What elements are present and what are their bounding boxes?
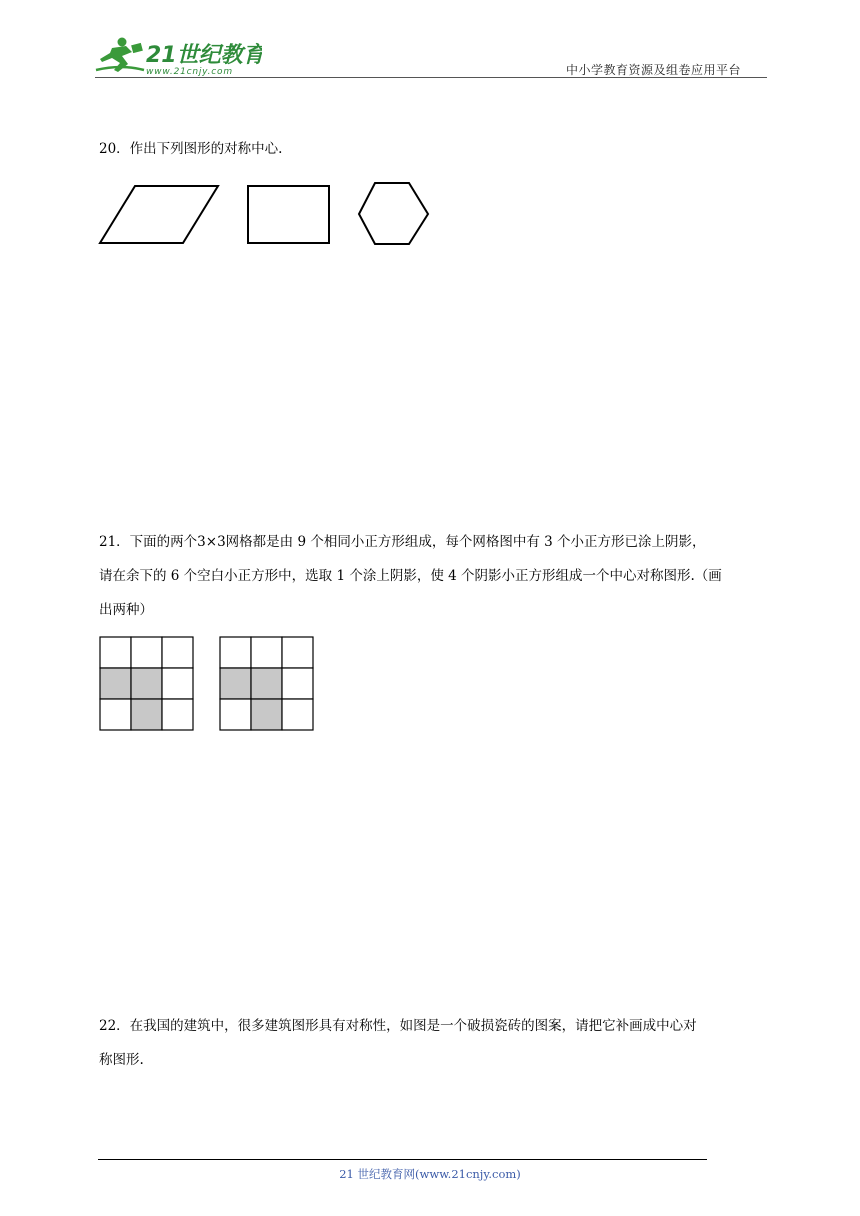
question-21-text	[99, 525, 771, 627]
grid-cell-shaded	[131, 668, 162, 699]
grid-3x3	[220, 637, 313, 730]
grid-cell	[100, 699, 131, 730]
grid-cell	[131, 637, 162, 668]
grid-cell	[100, 637, 131, 668]
logo-url-text: www.21cnjy.com	[146, 67, 233, 77]
grid-cell-shaded	[131, 699, 162, 730]
grid-cell	[220, 637, 251, 668]
parallelogram-shape	[100, 186, 218, 243]
grid-cell	[282, 699, 313, 730]
question-22-line: 称图形.	[99, 1052, 144, 1068]
grid-cell	[162, 668, 193, 699]
grid-cell	[220, 699, 251, 730]
site-logo	[92, 34, 262, 80]
question-21-line: 21．下面的两个3×3网格都是由 9 个相同小正方形组成，每个网格图中有 3 个小正方形已涂上阴影，	[99, 534, 706, 550]
grids-figure	[95, 632, 325, 736]
runner-logo-icon	[92, 34, 262, 80]
grid-cell	[162, 637, 193, 668]
question-21-line: 请在余下的 6 个空白小正方形中，选取 1 个涂上阴影，使 4 个阴影小正方形组成一个中心对称图形.（画	[99, 568, 722, 584]
grid-cell-shaded	[100, 668, 131, 699]
grid-cell	[162, 699, 193, 730]
header-divider	[95, 77, 767, 78]
shapes-figure	[95, 178, 435, 250]
question-20-text: 20．作出下列图形的对称中心.	[99, 141, 283, 157]
footer-divider	[98, 1159, 707, 1160]
grid-cell	[282, 668, 313, 699]
grid-cell	[251, 637, 282, 668]
question-22-line: 22．在我国的建筑中，很多建筑图形具有对称性，如图是一个破损瓷砖的图案，请把它补画成中心对	[99, 1018, 697, 1034]
grid-cell	[282, 637, 313, 668]
grid-3x3	[100, 637, 193, 730]
question-20-figures	[95, 178, 435, 254]
hexagon-shape	[359, 183, 428, 244]
question-21-line: 出两种）	[99, 602, 153, 618]
rectangle-shape	[248, 186, 329, 243]
platform-name: 中小学教育资源及组卷应用平台	[566, 63, 742, 77]
question-22-text	[99, 1009, 771, 1077]
question-21-grids	[95, 632, 325, 740]
grid-cell-shaded	[220, 668, 251, 699]
grid-cell-shaded	[251, 668, 282, 699]
footer-text: 21 世纪教育网(www.21cnjy.com)	[339, 1167, 521, 1181]
logo-text: 21世纪教育	[146, 43, 262, 68]
grid-cell-shaded	[251, 699, 282, 730]
